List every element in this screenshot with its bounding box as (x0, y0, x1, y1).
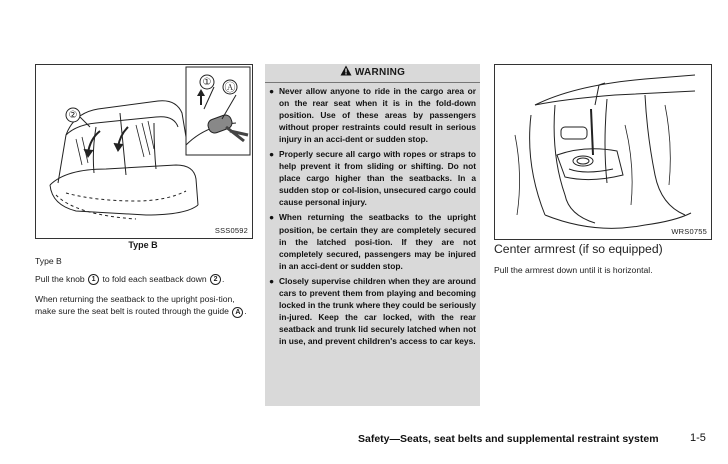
armrest-figure (494, 64, 712, 240)
bullet-icon: ● (269, 275, 275, 286)
bullet-icon: ● (269, 149, 275, 160)
footer-section-title: Safety—Seats, seat belts and supplemental restraint system (358, 433, 659, 445)
callout-1: ① (202, 77, 212, 88)
return-instruction (35, 293, 250, 318)
callout-2: ② (68, 110, 78, 121)
knob-callout-ref: 1 (88, 274, 99, 285)
bullet-icon: ● (269, 212, 275, 223)
fold-instruction (35, 273, 257, 285)
bullet-icon: ● (269, 86, 275, 96)
armrest-text: Pull the armrest down until it is horizontal. (494, 265, 653, 275)
armrest-illustration (495, 65, 711, 239)
fold-instruction-text-c: . (222, 274, 225, 284)
callout-A: Ⓐ (224, 81, 236, 94)
armrest-heading: Center armrest (if so equipped) (494, 242, 663, 256)
figure-code-right: WRS0755 (671, 227, 707, 236)
return-instruction-text-b: . (244, 306, 247, 317)
warning-title: WARNING (354, 67, 406, 78)
fold-instruction-text-a: Pull the knob (35, 274, 88, 284)
figure-code-left: SSS0592 (214, 226, 248, 235)
rear-seat-illustration (36, 65, 252, 238)
warning-header (265, 64, 480, 83)
warning-item (265, 85, 480, 145)
seat-fold-figure (35, 64, 253, 239)
warning-item-text: Properly secure all cargo with ropes or straps to help prevent it from sliding or shifting. Do not place cargo higher than the seatbacks. In a sudden stop or col-lision, unsecured cargo could cause personal injury. (279, 149, 476, 208)
guide-callout-ref: A (232, 307, 243, 318)
fold-instruction-text-b: to fold each seatback down (100, 274, 210, 284)
seatback-callout-ref: 2 (210, 274, 221, 285)
warning-item (265, 148, 480, 208)
warning-item-text: Never allow anyone to ride in the cargo area or on the rear seat when it is in the fold-down position. Use of these areas by passengers without proper restraints could result in serious injury in an acci-dent or sudden stop. (279, 86, 476, 145)
return-instruction-text-a: When returning the seatback to the upright posi-tion, make sure the seat belt is routed through the guide (35, 294, 235, 317)
warning-item (265, 211, 480, 271)
left-subhead: Type B (35, 256, 62, 266)
warning-item-text: When returning the seatbacks to the upright position, be certain they are completely secured in the latched posi-tion. If they are not completely secured, passengers may be injured in an acci-dent or sudden stop. (279, 212, 476, 271)
figure-caption-left: Type B (128, 240, 158, 250)
warning-box (265, 64, 480, 406)
warning-item (265, 275, 480, 347)
page-number: 1-5 (690, 432, 706, 444)
warning-list (265, 85, 480, 350)
warning-triangle-icon (340, 65, 352, 76)
warning-item-text: Closely supervise children when they are around cars to prevent them from playing and becoming locked in the trunk where they could be seriously in-jured. Keep the car locked, with the rear seatback and trunk lid securely latched when not in use, and prevent children's access to car keys. (279, 275, 476, 346)
